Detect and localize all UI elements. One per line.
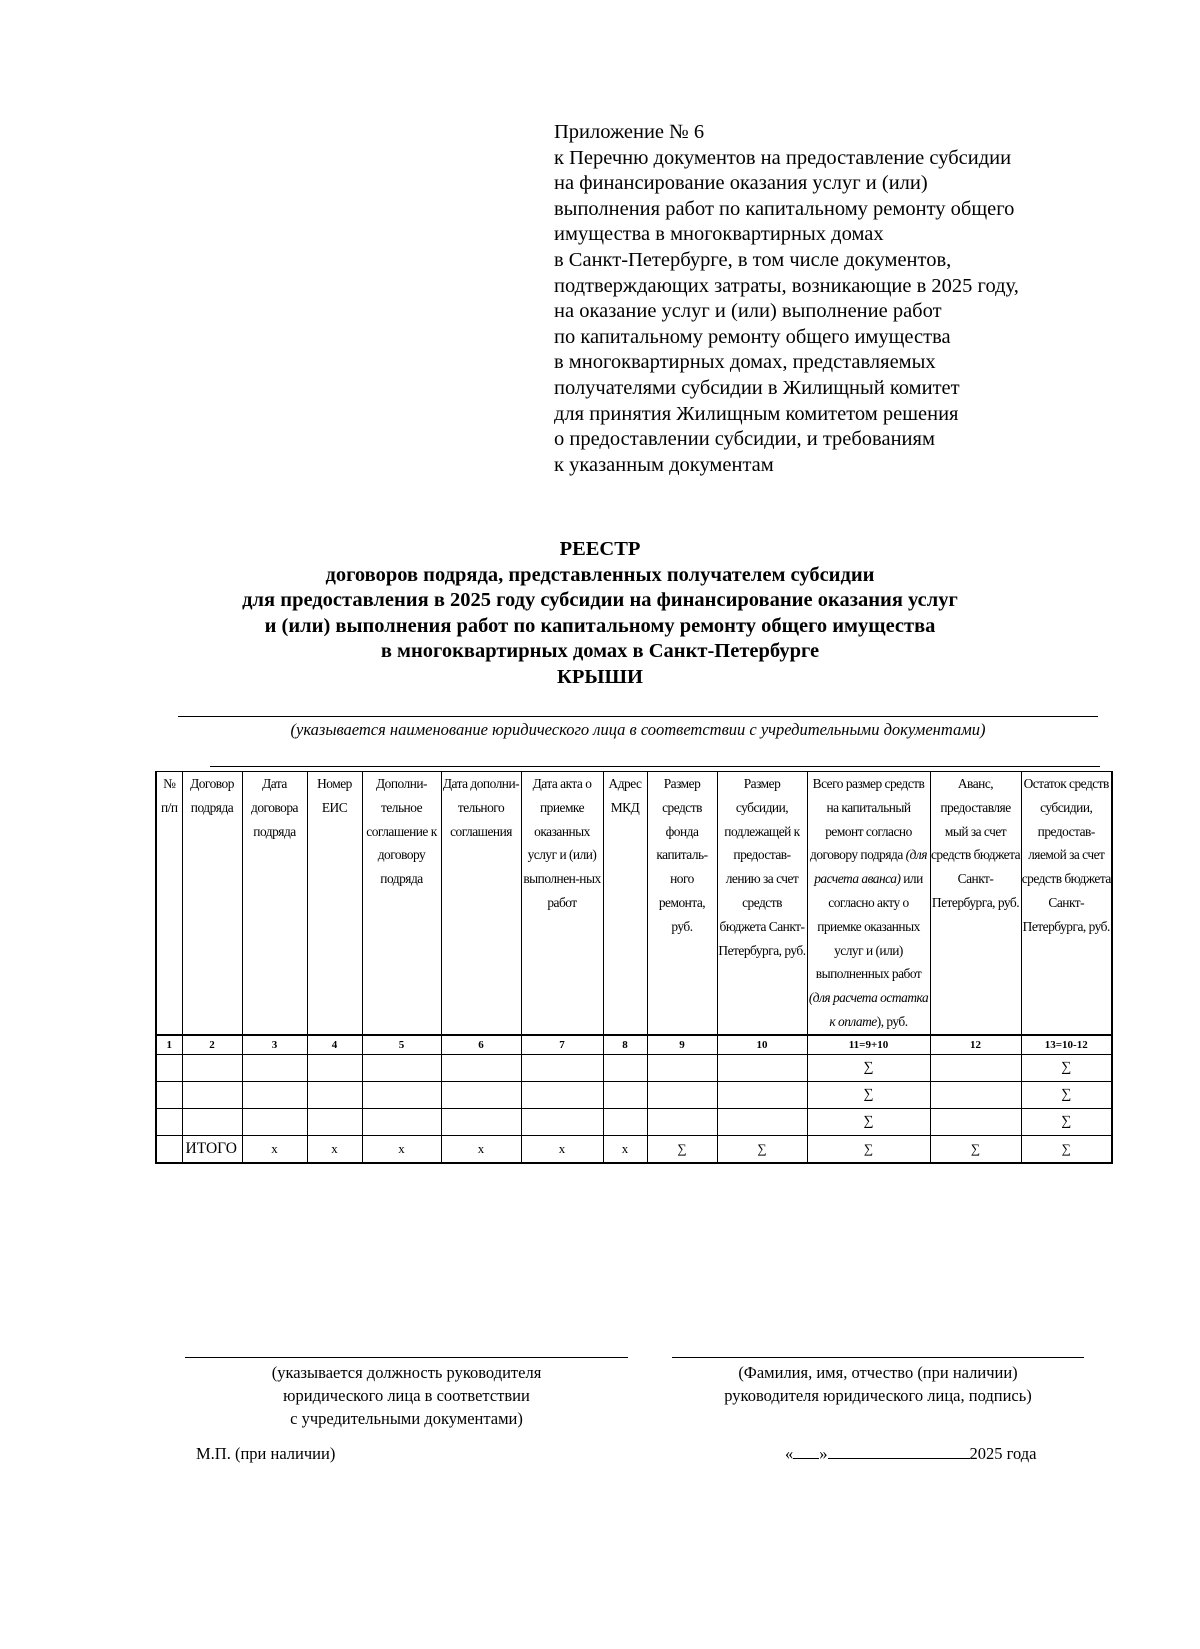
total-cell: x (242, 1135, 307, 1163)
col-header: Дата акта о приемке оказанных услуг и (или) выполнен-ных работ (521, 772, 603, 1035)
appendix-line: к указанным документам (554, 453, 774, 476)
table-cell[interactable] (362, 1081, 441, 1108)
total-cell: x (441, 1135, 521, 1163)
table-cell (156, 1135, 182, 1163)
total-cell: x (603, 1135, 647, 1163)
column-number: 11=9+10 (807, 1035, 930, 1055)
col-header: Адрес МКД (603, 772, 647, 1035)
title-heading: РЕЕСТР (559, 538, 641, 560)
registry-title (150, 537, 1050, 690)
col-header: Номер ЕИС (307, 772, 362, 1035)
column-number: 9 (647, 1035, 717, 1055)
date-field (785, 1444, 1036, 1464)
title-line: в многоквартирных домах в Санкт-Петербурге (380, 640, 820, 662)
table-cell[interactable] (156, 1054, 182, 1081)
column-number: 10 (717, 1035, 807, 1055)
name-caption (672, 1361, 1084, 1407)
table-cell[interactable] (242, 1054, 307, 1081)
table-cell[interactable] (717, 1054, 807, 1081)
table-cell[interactable] (242, 1081, 307, 1108)
column-number: 12 (930, 1035, 1021, 1055)
appendix-line: получателями субсидии в Жилищный комитет (554, 376, 960, 399)
table-cell[interactable] (521, 1108, 603, 1135)
col-header: Дополни-тельное соглашение к договору подряда (362, 772, 441, 1035)
header-part: или (903, 871, 923, 887)
table-cell[interactable] (441, 1054, 521, 1081)
total-cell: ∑ (807, 1135, 930, 1163)
appendix-line: Приложение № 6 (554, 121, 705, 143)
appendix-line: подтверждающих затраты, возникающие в 2025 году, (554, 274, 1019, 297)
col-header: Аванс, предоставляе мый за счет средств бюджета Санкт-Петербурга, руб. (930, 772, 1021, 1035)
col-header: № п/п (156, 772, 182, 1035)
total-cell: x (307, 1135, 362, 1163)
table-cell[interactable] (930, 1108, 1021, 1135)
date-close-quote: » (819, 1444, 828, 1463)
header-note: (для расчета аванса) (814, 847, 927, 887)
table-cell[interactable] (647, 1081, 717, 1108)
title-line: для предоставления в 2025 году субсидии на финансирование оказания услуг (242, 589, 958, 611)
col-header-total-funds (807, 772, 930, 1035)
table-cell[interactable] (603, 1108, 647, 1135)
title-category: КРЫШИ (557, 665, 643, 688)
table-cell[interactable] (156, 1081, 182, 1108)
table-cell[interactable] (307, 1108, 362, 1135)
table-cell[interactable] (362, 1108, 441, 1135)
appendix-line: для принятия Жилищным комитетом решения (554, 402, 959, 425)
column-number: 5 (362, 1035, 441, 1055)
table-cell[interactable] (521, 1054, 603, 1081)
sum-cell: ∑ (1021, 1081, 1112, 1108)
title-line: и (или) выполнения работ по капитальному ремонту общего имущества (264, 614, 936, 637)
col-header: Размер субсидии, подлежащей к предостав-лению за счет средств бюджета Санкт-Петербурга, руб. (717, 772, 807, 1035)
table-cell[interactable] (647, 1108, 717, 1135)
column-numbers-row (156, 1035, 1112, 1055)
total-row (156, 1135, 1112, 1163)
position-caption (185, 1361, 628, 1430)
name-signature-line (672, 1357, 1084, 1358)
month-blank[interactable] (828, 1444, 970, 1459)
header-part: согласно акту о приемке оказанных услуг и (или) выполненных работ (815, 894, 922, 982)
table-cell[interactable] (441, 1108, 521, 1135)
appendix-line: о предоставлении субсидии, и требованиям (554, 428, 935, 451)
caption-line: с учредительными документами) (290, 1409, 523, 1428)
sum-cell: ∑ (807, 1081, 930, 1108)
stamp-place: М.П. (при наличии) (196, 1444, 336, 1463)
table-cell[interactable] (930, 1054, 1021, 1081)
table-cell[interactable] (717, 1108, 807, 1135)
table-cell[interactable] (242, 1108, 307, 1135)
table-cell[interactable] (603, 1081, 647, 1108)
date-year: 2025 года (969, 1444, 1037, 1463)
table-cell[interactable] (717, 1081, 807, 1108)
table-cell[interactable] (156, 1108, 182, 1135)
total-cell: x (362, 1135, 441, 1163)
header-part: ), руб. (876, 1013, 908, 1029)
table-cell[interactable] (521, 1081, 603, 1108)
total-cell: ∑ (930, 1135, 1021, 1163)
appendix-line: по капитальному ремонту общего имущества (554, 325, 951, 348)
title-line: договоров подряда, представленных получателем субсидии (325, 563, 875, 586)
appendix-line: в Санкт-Петербурге, в том числе документов, (554, 248, 952, 271)
sum-cell: ∑ (1021, 1054, 1112, 1081)
col-header: Дата дополни-тельного соглашения (441, 772, 521, 1035)
column-number: 7 (521, 1035, 603, 1055)
caption-line: (Фамилия, имя, отчество (при наличии) (738, 1363, 1018, 1382)
caption-line: юридического лица в соответствии (283, 1386, 530, 1405)
header-note: (для расчета остатка к оплате (808, 990, 929, 1029)
column-number: 8 (603, 1035, 647, 1055)
sum-cell: ∑ (1021, 1108, 1112, 1135)
total-cell: x (521, 1135, 603, 1163)
column-number: 2 (182, 1035, 242, 1055)
column-number: 13=10-12 (1021, 1035, 1112, 1055)
table-row (156, 1054, 1112, 1081)
date-open-quote: « (785, 1444, 794, 1463)
col-header: Размер средств фонда капиталь-ного ремонта, руб. (647, 772, 717, 1035)
col-header: Дата договора подряда (242, 772, 307, 1035)
appendix-line: к Перечню документов на предоставление субсидии (554, 146, 1012, 169)
table-row (156, 1108, 1112, 1135)
caption-line: руководителя юридического лица, подпись) (724, 1386, 1032, 1405)
table-cell[interactable] (441, 1081, 521, 1108)
divider (210, 766, 1100, 767)
column-number: 6 (441, 1035, 521, 1055)
total-cell: ∑ (647, 1135, 717, 1163)
position-signature-line (185, 1357, 628, 1358)
table-header-row (156, 772, 1112, 1035)
table-cell[interactable] (182, 1081, 242, 1108)
col-header: Договор подряда (182, 772, 242, 1035)
table-row (156, 1081, 1112, 1108)
sum-cell: ∑ (807, 1108, 930, 1135)
appendix-line: выполнения работ по капитальному ремонту общего (554, 197, 1015, 220)
appendix-line: имущества в многоквартирных домах (554, 223, 884, 246)
org-caption: (указывается наименование юридического лица в соответствии с учредительными документами) (290, 720, 986, 739)
total-label: ИТОГО (182, 1135, 242, 1163)
appendix-line: на оказание услуг и (или) выполнение работ (554, 300, 942, 323)
appendix-line: в многоквартирных домах, представляемых (554, 351, 936, 374)
header-part: Всего размер средств на капитальный ремонт согласно договору подряда (810, 776, 925, 863)
table-cell[interactable] (182, 1108, 242, 1135)
col-header: Остаток средств субсидии, предостав-ляемой за счет средств бюджета Санкт-Петербурга, руб. (1021, 772, 1112, 1035)
table-cell[interactable] (307, 1054, 362, 1081)
column-number: 3 (242, 1035, 307, 1055)
table-cell[interactable] (307, 1081, 362, 1108)
appendix-header (554, 120, 1154, 478)
appendix-line: на финансирование оказания услуг и (или) (554, 172, 928, 195)
total-cell: ∑ (717, 1135, 807, 1163)
column-number: 1 (156, 1035, 182, 1055)
table-cell[interactable] (182, 1054, 242, 1081)
table-cell[interactable] (362, 1054, 441, 1081)
column-number: 4 (307, 1035, 362, 1055)
total-cell: ∑ (1021, 1135, 1112, 1163)
table-cell[interactable] (930, 1081, 1021, 1108)
table-cell[interactable] (647, 1054, 717, 1081)
day-blank[interactable] (793, 1444, 819, 1459)
sum-cell: ∑ (807, 1054, 930, 1081)
caption-line: (указывается должность руководителя (271, 1363, 542, 1382)
registry-table (155, 771, 1113, 1164)
org-name-line (178, 716, 1098, 717)
table-cell[interactable] (603, 1054, 647, 1081)
